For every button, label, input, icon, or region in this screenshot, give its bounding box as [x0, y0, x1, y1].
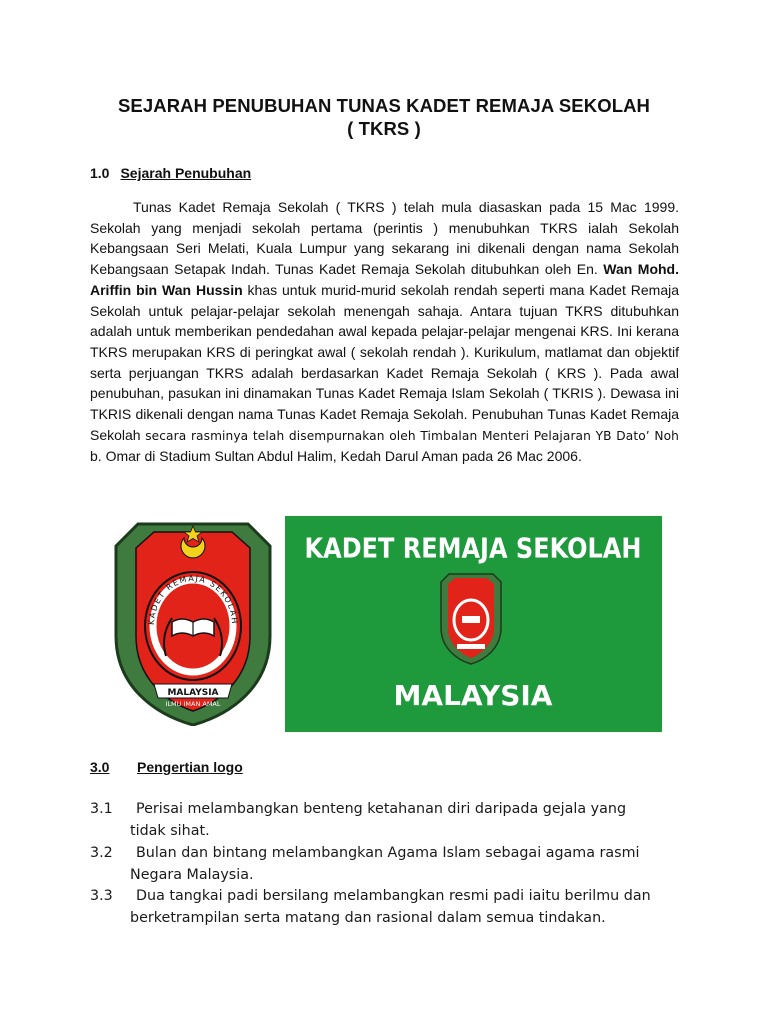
list-item-number: 3.2 [90, 845, 113, 861]
flag-small-shield-icon [441, 574, 501, 664]
list-item-text [130, 799, 676, 842]
open-book-icon [172, 619, 214, 636]
section-1-number: 1.0 [90, 165, 110, 181]
shield-motto-text: ILMU IMAN AMAL [165, 700, 221, 708]
paragraph-part-3: b. Omar di Stadium Sultan Abdul Halim, Kedah Darul Aman pada 26 Mac 2006. [90, 448, 582, 465]
section-3-number: 3.0 [90, 759, 110, 775]
title-line-1: SEJARAH PENUBUHAN TUNAS KADET REMAJA SEKOLAH [117, 95, 651, 116]
list-item-text [130, 886, 676, 929]
list-item-line-1: Perisai melambangkan benteng ketahanan diri daripada gejala yang [136, 801, 627, 817]
paragraph-small-text: secara rasminya telah disempurnakan oleh Timbalan Menteri Pelajaran YB Dato’ Noh [145, 428, 680, 443]
krs-flag-logo [285, 516, 662, 732]
title-line-2: ( TKRS ) [347, 118, 421, 139]
flag-subtitle-text: MALAYSIA [393, 679, 553, 712]
section-1-heading [90, 165, 251, 181]
shield-banner-text: MALAYSIA [167, 688, 219, 698]
section-3-heading [90, 759, 243, 775]
section-3-title: Pengertian logo [137, 759, 243, 775]
shield-arc-text: KADET REMAJA SEKOLAH [146, 573, 240, 626]
krs-shield-logo [114, 518, 272, 726]
section-1-title: Sejarah Penubuhan [120, 165, 252, 181]
paragraph-part-1: Tunas Kadet Remaja Sekolah ( TKRS ) telah mula diasaskan pada 15 Mac 1999. Sekolah yang menjadi sekolah pertama (perintis ) menubuhkan TKRS ialah Sekolah Kebangsaan Seri Melati, Kuala Lumpur yang sekarang ini dikenali dengan nama Sekolah Kebangsaan Setapak Indah. Tunas Kadet Remaja Sekolah ditubuhkan oleh En. [90, 199, 679, 278]
history-paragraph [90, 197, 679, 467]
flag-title-text: KADET REMAJA SEKOLAH [304, 532, 642, 565]
list-item-number: 3.1 [90, 801, 113, 817]
document-title [70, 94, 698, 140]
list-item-line-2: berketrampilan serta matang dan rasional dalam semua tindakan. [130, 909, 606, 926]
paragraph-part-2: khas untuk murid-murid sekolah rendah seperti mana Kadet Remaja Sekolah untuk pelajar-pelajar sekolah menengah sahaja. Antara tujuan TKRS ditubuhkan adalah untuk memberikan pendedahan awal kepada pelajar-pelajar mengenai KRS. Ini kerana TKRS merupakan KRS di peringkat awal ( sekolah rendah ). Kurikulum, matlamat dan objektif serta perjuangan TKRS adalah berdasarkan Kadet Remaja Sekolah ( KRS ). Pada awal penubuhan, pasukan ini dinamakan Tunas Kadet Remaja Islam Sekolah ( TKRIS ). Dewasa ini TKRIS dikenali dengan nama Tunas Kadet Remaja Sekolah. Penubuhan Tunas Kadet Remaja Sekolah [90, 281, 679, 443]
list-item-line-2: Negara Malaysia. [130, 866, 254, 883]
list-item-line-1: Bulan dan bintang melambangkan Agama Islam sebagai agama rasmi [136, 845, 640, 861]
list-item-text [130, 843, 676, 886]
founder-name: Wan Mohd. Ariffin bin Wan Hussin [90, 261, 679, 298]
list-item-number: 3.3 [90, 888, 113, 904]
list-item-line-1: Dua tangkai padi bersilang melambangkan resmi padi iaitu berilmu dan [136, 888, 651, 904]
list-item-line-2: tidak sihat. [130, 822, 210, 839]
